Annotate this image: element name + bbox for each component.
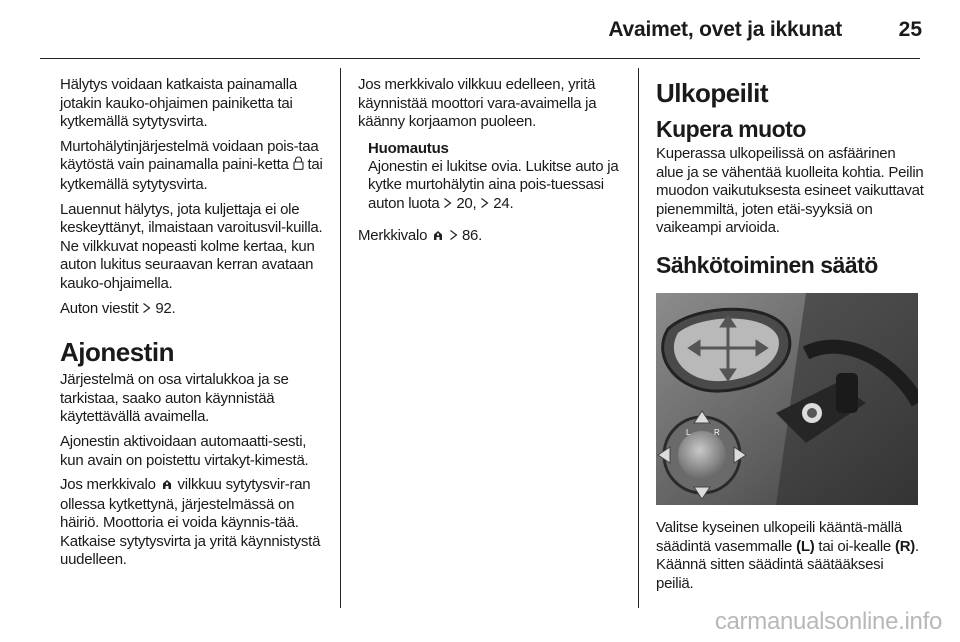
section-heading-ulkopeilit: Ulkopeilit <box>656 78 769 108</box>
spare-key-paragraph: Jos merkkivalo vilkkuu edelleen, yritä käynnistää moottori vara-avaimella ja käänny korjaamon puoleen. <box>358 76 597 131</box>
vehicle-messages-reference: Auton viestit 92. <box>60 300 330 320</box>
page-reference-arrow-icon <box>449 228 458 247</box>
right-label: (R) <box>894 537 916 555</box>
svg-text:L: L <box>686 427 691 437</box>
page-number: 25 <box>898 18 922 41</box>
triggered-alarm-paragraph: Lauennut hälytys, jota kuljettaja ei ole keskeyttänyt, ilmaistaan varoitusvil-kuilla. Ne vilkkuvat nopeasti kolme kertaa, kun auton lukitus seuraavan kerran avataan kauko-ohjaimella. <box>60 200 323 292</box>
page-header-title: Avaimet, ovet ja ikkunat <box>608 18 842 41</box>
column-divider-left <box>340 68 341 608</box>
immobilizer-intro-paragraph: Järjestelmä on osa virtalukkoa ja se tarkistaa, saako auton käynnistää käytettävällä avaimella. <box>60 371 289 426</box>
svg-text:R: R <box>714 427 720 437</box>
column-3 <box>656 76 924 599</box>
column-1 <box>60 76 330 576</box>
left-label: (L) <box>796 537 815 555</box>
mirror-adjustment-photo <box>656 293 918 505</box>
note-text: Ajonestin ei lukitse ovia. Lukitse auto ja kytke murtohälytin aina pois-tuessasi auton luota 20, 24. <box>368 158 626 215</box>
immobilizer-warning-light-icon <box>431 228 445 247</box>
convex-mirror-paragraph: Kuperassa ulkopeilissä on asfäärinen alue ja se vähentää kuolleita kohtia. Peilin muodon vaikutuksesta esineet vaikuttavat pienemmiltä, joten etäi-syyksiä on vaikeampi arvioida. <box>656 145 924 237</box>
immobilizer-activation-paragraph: Ajonestin aktivoidaan automaatti-sesti, kun avain on poistettu virtakyt-kimestä. <box>60 432 309 469</box>
column-2 <box>358 76 626 252</box>
page-reference-arrow-icon <box>142 301 151 320</box>
subsection-heading-kupera-muoto: Kupera muoto <box>656 116 806 142</box>
padlock-icon <box>293 156 304 176</box>
column-divider-right <box>638 68 639 608</box>
mirror-selection-paragraph: Valitse kyseinen ulkopeili kääntä-mällä säädintä vasemmalle (L) tai oi-kealle (R). Käännä sitten säädintä säätääksesi peiliä. <box>656 518 919 592</box>
page-reference-arrow-icon <box>443 196 452 215</box>
note-heading: Huomautus <box>368 139 449 157</box>
note-box <box>368 140 626 215</box>
section-heading-ajonestin: Ajonestin <box>60 337 174 368</box>
alarm-cancel-paragraph: Hälytys voidaan katkaista painamalla jotakin kauko-ohjaimen painiketta tai kytkemällä sytytysvirta. <box>60 76 297 131</box>
page-reference-arrow-icon <box>480 196 489 215</box>
warning-light-reference: Merkkivalo 86. <box>358 227 626 247</box>
header-divider <box>40 58 920 59</box>
subsection-heading-sahkotoiminen-saato: Sähkötoiminen säätö <box>656 251 878 278</box>
alarm-deactivate-paragraph: Murtohälytinjärjestelmä voidaan pois-taa käytöstä vain painamalla paini-ketta tai kytkemällä sytytysvirta. <box>60 137 323 193</box>
immobilizer-warning-light-icon <box>160 477 174 496</box>
immobilizer-fault-paragraph: Jos merkkivalo vilkkuu sytytysvir-ran ollessa kytkettynä, järjestelmässä on häiriö. Moottoria ei voida käynnis-tää. Katkaise sytytysvirta ja yritä käynnistystä uudelleen. <box>60 476 321 569</box>
watermark: carmanualsonline.info <box>714 608 942 635</box>
